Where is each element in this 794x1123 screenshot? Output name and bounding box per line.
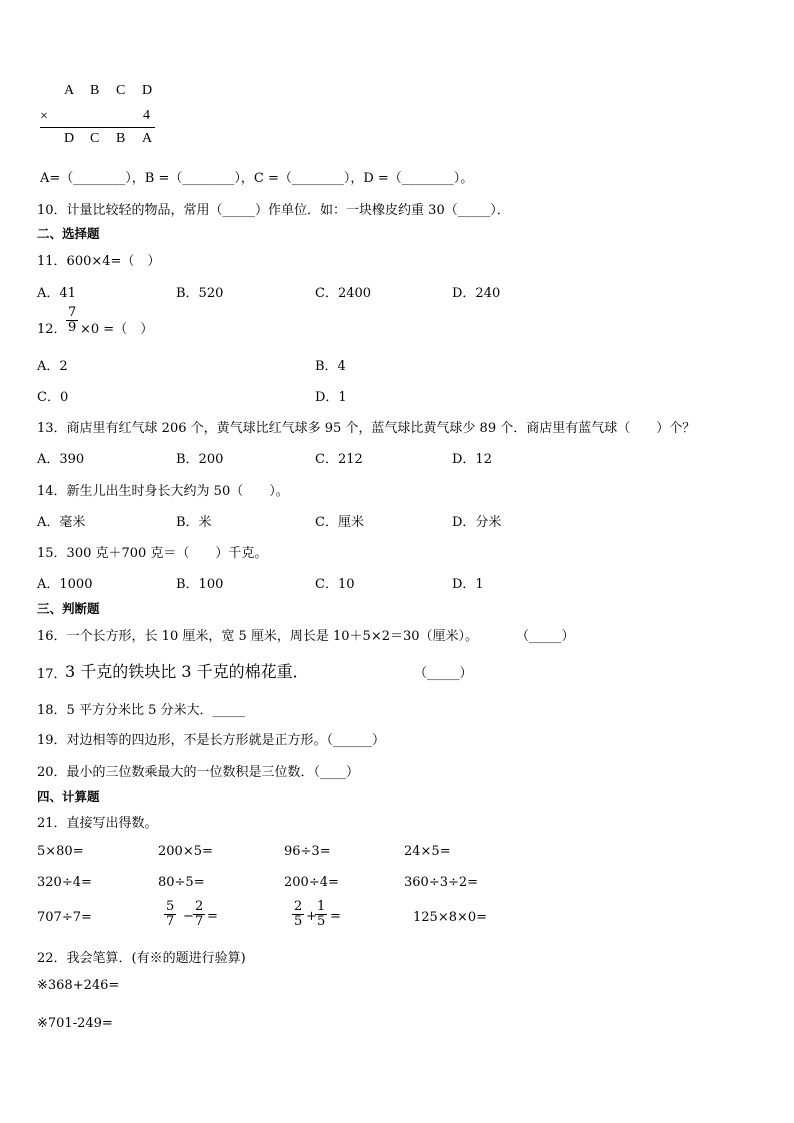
option: C．2400 xyxy=(315,286,372,301)
question-10: 10．计量比较轻的物品，常用（_____）作单位．如：一块橡皮约重 30（_____）． xyxy=(37,203,510,218)
question-12-text: ×0 =（ ） xyxy=(80,322,154,337)
option: B．米 xyxy=(176,515,212,530)
fraction-denominator: 5 xyxy=(317,914,326,929)
puzzle-digit: C xyxy=(116,83,126,98)
question-17: 3 千克的铁块比 3 千克的棉花重． xyxy=(65,662,309,681)
question-17-number: 17． xyxy=(37,667,67,682)
minus-sign: − xyxy=(183,909,194,924)
option: A．毫米 xyxy=(37,515,86,530)
question-12-number: 12． xyxy=(37,322,67,337)
calc-item: 125×8×0= xyxy=(413,910,488,925)
calc-item: 707÷7= xyxy=(37,910,92,925)
option: D．12 xyxy=(452,452,492,467)
section-heading: 四、计算题 xyxy=(37,789,100,804)
calc-item: 200×5= xyxy=(158,844,213,859)
fraction-numerator: 7 xyxy=(68,305,77,320)
puzzle-digit: B xyxy=(116,131,126,146)
option: A．2 xyxy=(37,359,68,374)
calc-item: 200÷4= xyxy=(284,875,339,890)
puzzle-digit: A xyxy=(64,83,75,98)
section-heading: 三、判断题 xyxy=(37,601,100,616)
fraction-numerator: 1 xyxy=(317,899,326,914)
puzzle-digit: D xyxy=(64,131,75,146)
section-heading: 二、选择题 xyxy=(37,226,100,241)
option: B．4 xyxy=(315,359,346,374)
option: B．520 xyxy=(176,286,224,301)
question-21: 21．直接写出得数。 xyxy=(37,816,158,831)
option: D．分米 xyxy=(452,515,502,530)
fraction xyxy=(164,900,176,929)
fraction-denominator: 5 xyxy=(294,914,303,929)
question-19: 19．对边相等的四边形，不是长方形就是正方形。（______） xyxy=(37,733,386,748)
fraction-numerator: 5 xyxy=(166,899,175,914)
equals-sign: = xyxy=(207,909,218,924)
option: A．390 xyxy=(37,452,85,467)
question-15: 15．300 克＋700 克＝（ ）千克。 xyxy=(37,546,268,561)
calc-item: 320÷4= xyxy=(37,875,92,890)
fraction-numerator: 2 xyxy=(294,899,303,914)
fraction xyxy=(66,306,78,335)
fraction-denominator: 9 xyxy=(68,320,77,335)
question-13: 13．商店里有红气球 206 个，黄气球比红气球多 95 个，蓝气球比黄气球少 89 个．商店里有蓝气球（ ）个？ xyxy=(37,421,696,436)
fraction xyxy=(193,900,205,929)
calc-item: 96÷3= xyxy=(284,844,331,859)
puzzle-digit: C xyxy=(90,131,100,146)
option: D．240 xyxy=(452,286,501,301)
option: D．1 xyxy=(452,577,484,592)
answer-blank[interactable]: （_____） xyxy=(414,666,473,681)
fraction-denominator: 7 xyxy=(166,914,175,929)
question-18: 18．5 平方分米比 5 分米大．_____ xyxy=(37,703,245,718)
question-22: 22．我会笔算．(有※的题进行验算) xyxy=(37,951,246,966)
fraction xyxy=(315,900,327,929)
answer-blank[interactable]: （_____） xyxy=(516,629,575,644)
option: C．0 xyxy=(37,390,69,405)
option: A．41 xyxy=(37,286,76,301)
calc-item: 80÷5= xyxy=(158,875,205,890)
fraction xyxy=(292,900,304,929)
question-14: 14．新生儿出生时身长大约为 50（ ）。 xyxy=(37,484,289,499)
option: B．200 xyxy=(176,452,224,467)
plus-sign: + xyxy=(306,909,317,924)
puzzle-answers: A=（________），B =（________），C =（________），D =（________）。 xyxy=(40,171,474,186)
option: A．1000 xyxy=(37,577,93,592)
calc-item: 24×5= xyxy=(404,844,451,859)
option: C．212 xyxy=(315,452,363,467)
calc-item: ※368+246= xyxy=(37,978,120,993)
calc-item: 360÷3÷2= xyxy=(404,875,479,890)
calc-item: 5×80= xyxy=(37,844,84,859)
question-20: 20．最小的三位数乘最大的一位数积是三位数．（____） xyxy=(37,765,360,780)
calc-item: ※701-249= xyxy=(37,1016,113,1031)
question-16: 16．一个长方形，长 10 厘米，宽 5 厘米，周长是 10＋5×2＝30（厘米）。 xyxy=(37,629,479,644)
question-11: 11．600×4=（ ） xyxy=(37,254,161,269)
option: B．100 xyxy=(176,577,224,592)
puzzle-digit: A xyxy=(142,131,153,146)
fraction-numerator: 2 xyxy=(195,899,204,914)
option: D．1 xyxy=(315,390,347,405)
fraction-denominator: 7 xyxy=(195,914,204,929)
puzzle-multiplier: 4 xyxy=(143,108,150,123)
puzzle-digit: D xyxy=(142,83,153,98)
puzzle-line xyxy=(40,127,155,128)
puzzle-digit: B xyxy=(90,83,100,98)
equals-sign: = xyxy=(330,909,341,924)
option: C．10 xyxy=(315,577,355,592)
times-sign: × xyxy=(40,109,48,124)
option: C．厘米 xyxy=(315,515,364,530)
